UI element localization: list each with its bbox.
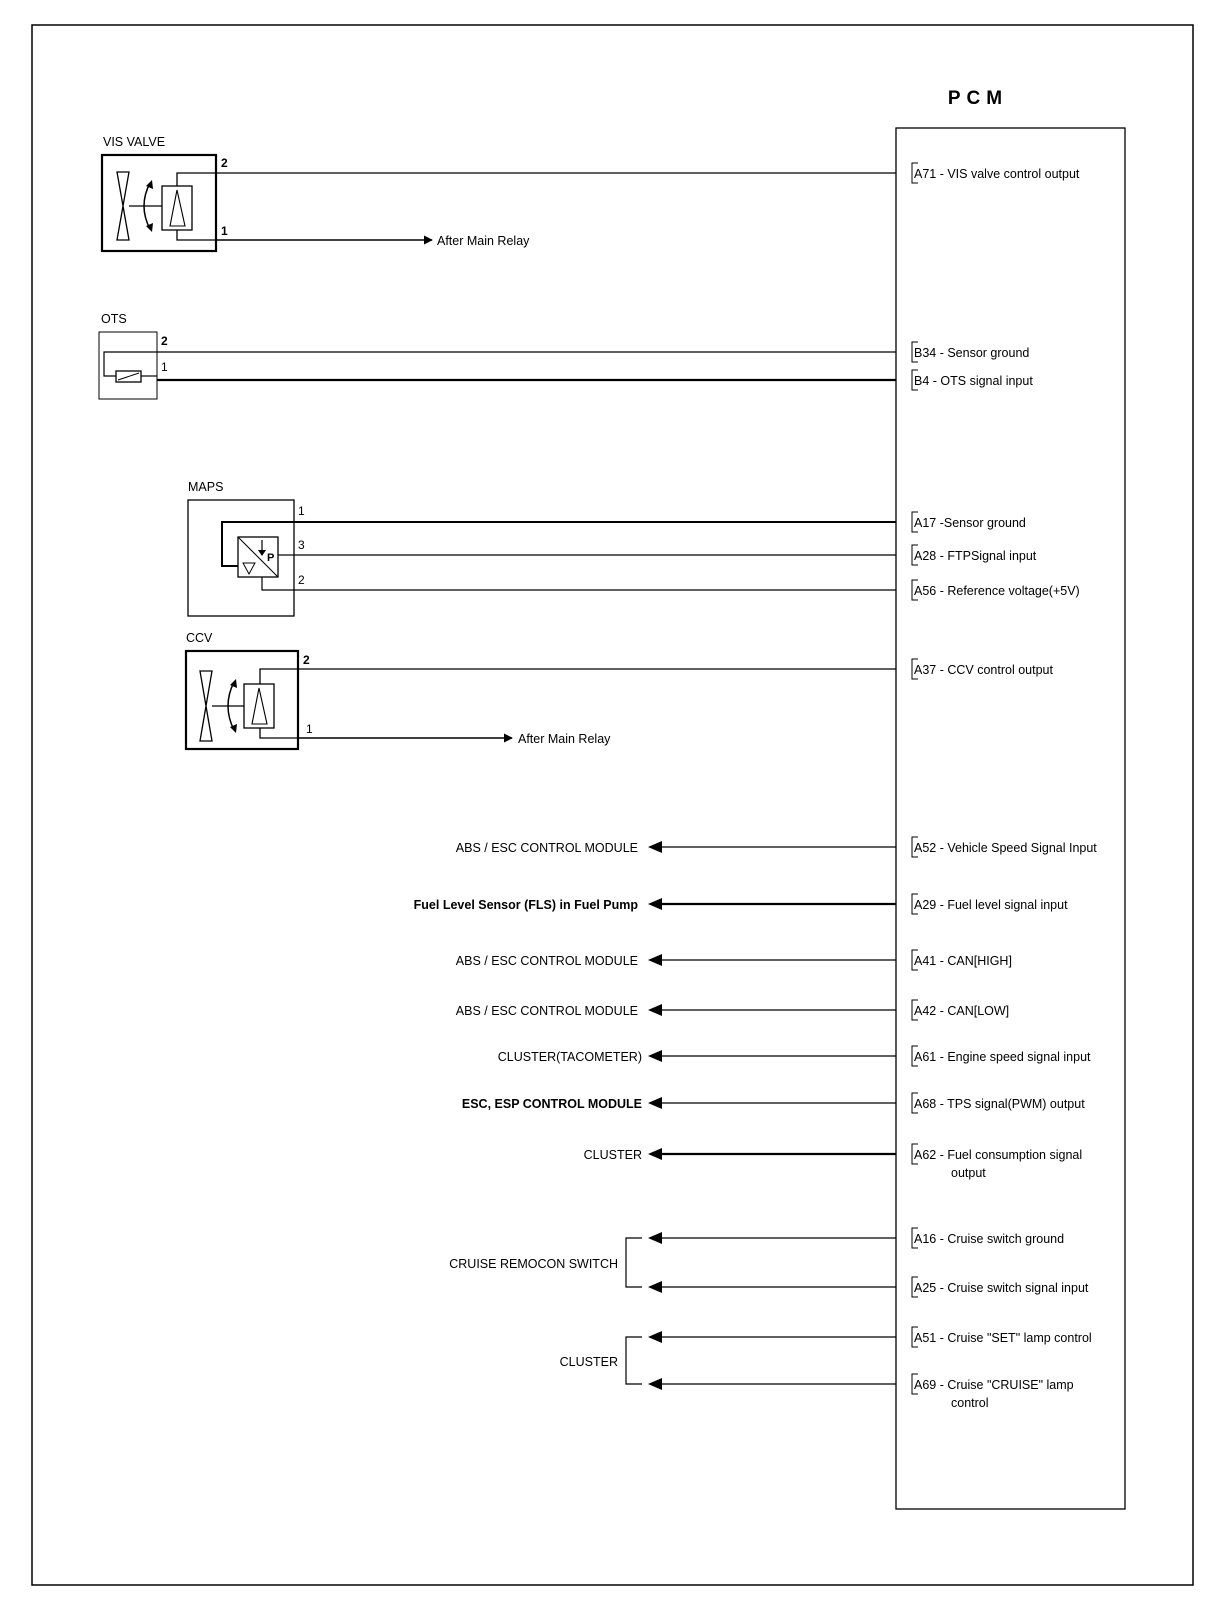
terminal-a71: A71 - VIS valve control output [914, 167, 1080, 181]
ext-abs-esc-3: ABS / ESC CONTROL MODULE [455, 1004, 638, 1018]
ccv-valve [186, 631, 313, 749]
terminal-a69: A69 - Cruise "CRUISE" lamp [914, 1378, 1074, 1392]
valve-symbol-icon [200, 671, 212, 741]
maps-pin-3: 3 [298, 538, 305, 552]
vis-valve-label: VIS VALVE [103, 135, 166, 149]
arrow-left-icon [648, 1378, 662, 1390]
ots-pin-1: 1 [161, 360, 168, 374]
ext-abs-esc-1: ABS / ESC CONTROL MODULE [455, 841, 638, 855]
ccv-pin-2: 2 [303, 653, 310, 667]
arrow-left-icon [648, 1281, 662, 1293]
arrow-left-icon [648, 841, 662, 853]
cruise-switch-bracket [626, 1238, 642, 1287]
arrow-left-icon [648, 1004, 662, 1016]
ccv-after-main-relay: After Main Relay [518, 732, 611, 746]
vis-after-main-relay: After Main Relay [437, 234, 530, 248]
terminal-a52: A52 - Vehicle Speed Signal Input [914, 841, 1097, 855]
terminal-b4: B4 - OTS signal input [914, 374, 1033, 388]
ext-fls: Fuel Level Sensor (FLS) in Fuel Pump [413, 898, 638, 912]
ots-box [99, 332, 157, 399]
ext-cluster-tach: CLUSTER(TACOMETER) [497, 1050, 642, 1064]
terminal-b34: B34 - Sensor ground [914, 346, 1030, 360]
terminal-a56: A56 - Reference voltage(+5V) [914, 584, 1080, 598]
ccv-pin-1: 1 [306, 722, 313, 736]
arrow-left-icon [648, 954, 662, 966]
terminal-a37: A37 - CCV control output [914, 663, 1053, 677]
terminal-a69-cont: control [951, 1396, 989, 1410]
terminal-a41: A41 - CAN[HIGH] [914, 954, 1012, 968]
arrow-left-icon [648, 898, 662, 910]
arrow-left-icon [648, 1232, 662, 1244]
ext-cruise-switch: CRUISE REMOCON SWITCH [449, 1257, 618, 1271]
pcm-title: PCM [947, 88, 1009, 109]
terminal-a17: A17 -Sensor ground [914, 516, 1026, 530]
arrow-left-icon [648, 1331, 662, 1343]
terminal-a42: A42 - CAN[LOW] [914, 1004, 1010, 1018]
ext-cluster: CLUSTER [583, 1148, 642, 1162]
terminal-a28: A28 - FTPSignal input [914, 549, 1037, 563]
ots-pin-2: 2 [161, 334, 168, 348]
cluster-lamp-bracket [626, 1337, 642, 1384]
terminal-a16: A16 - Cruise switch ground [914, 1232, 1065, 1246]
ots-sensor [99, 312, 168, 399]
vis-valve-box [102, 155, 216, 251]
ext-cluster-lamps: CLUSTER [559, 1355, 618, 1369]
arrow-left-icon [648, 1097, 662, 1109]
pcm-terminals [912, 163, 1097, 1410]
signal-wires [626, 841, 896, 1390]
ccv-box [186, 651, 298, 749]
page-frame [32, 25, 1193, 1585]
vis-pin-1: 1 [221, 224, 228, 238]
arrow-left-icon [648, 1050, 662, 1062]
svg-text:P: P [267, 552, 275, 564]
maps-label: MAPS [188, 480, 224, 494]
vis-valve [102, 135, 228, 251]
arrow-left-icon [648, 1148, 662, 1160]
terminal-a51: A51 - Cruise "SET" lamp control [914, 1331, 1092, 1345]
terminal-a61: A61 - Engine speed signal input [914, 1050, 1091, 1064]
terminal-a62-cont: output [951, 1166, 986, 1180]
vis-pin-2: 2 [221, 156, 228, 170]
terminal-a25: A25 - Cruise switch signal input [914, 1281, 1089, 1295]
terminal-a68: A68 - TPS signal(PWM) output [914, 1097, 1085, 1111]
ext-abs-esc-2: ABS / ESC CONTROL MODULE [455, 954, 638, 968]
ccv-label: CCV [186, 631, 213, 645]
pcm-box [896, 128, 1125, 1509]
maps-sensor [188, 480, 305, 616]
maps-pin-1: 1 [298, 504, 305, 518]
ots-label: OTS [101, 312, 127, 326]
maps-pin-2: 2 [298, 573, 305, 587]
terminal-a62: A62 - Fuel consumption signal [914, 1148, 1083, 1162]
terminal-a29: A29 - Fuel level signal input [914, 898, 1068, 912]
ext-esc-esp: ESC, ESP CONTROL MODULE [461, 1097, 642, 1111]
valve-symbol-icon [117, 172, 129, 240]
